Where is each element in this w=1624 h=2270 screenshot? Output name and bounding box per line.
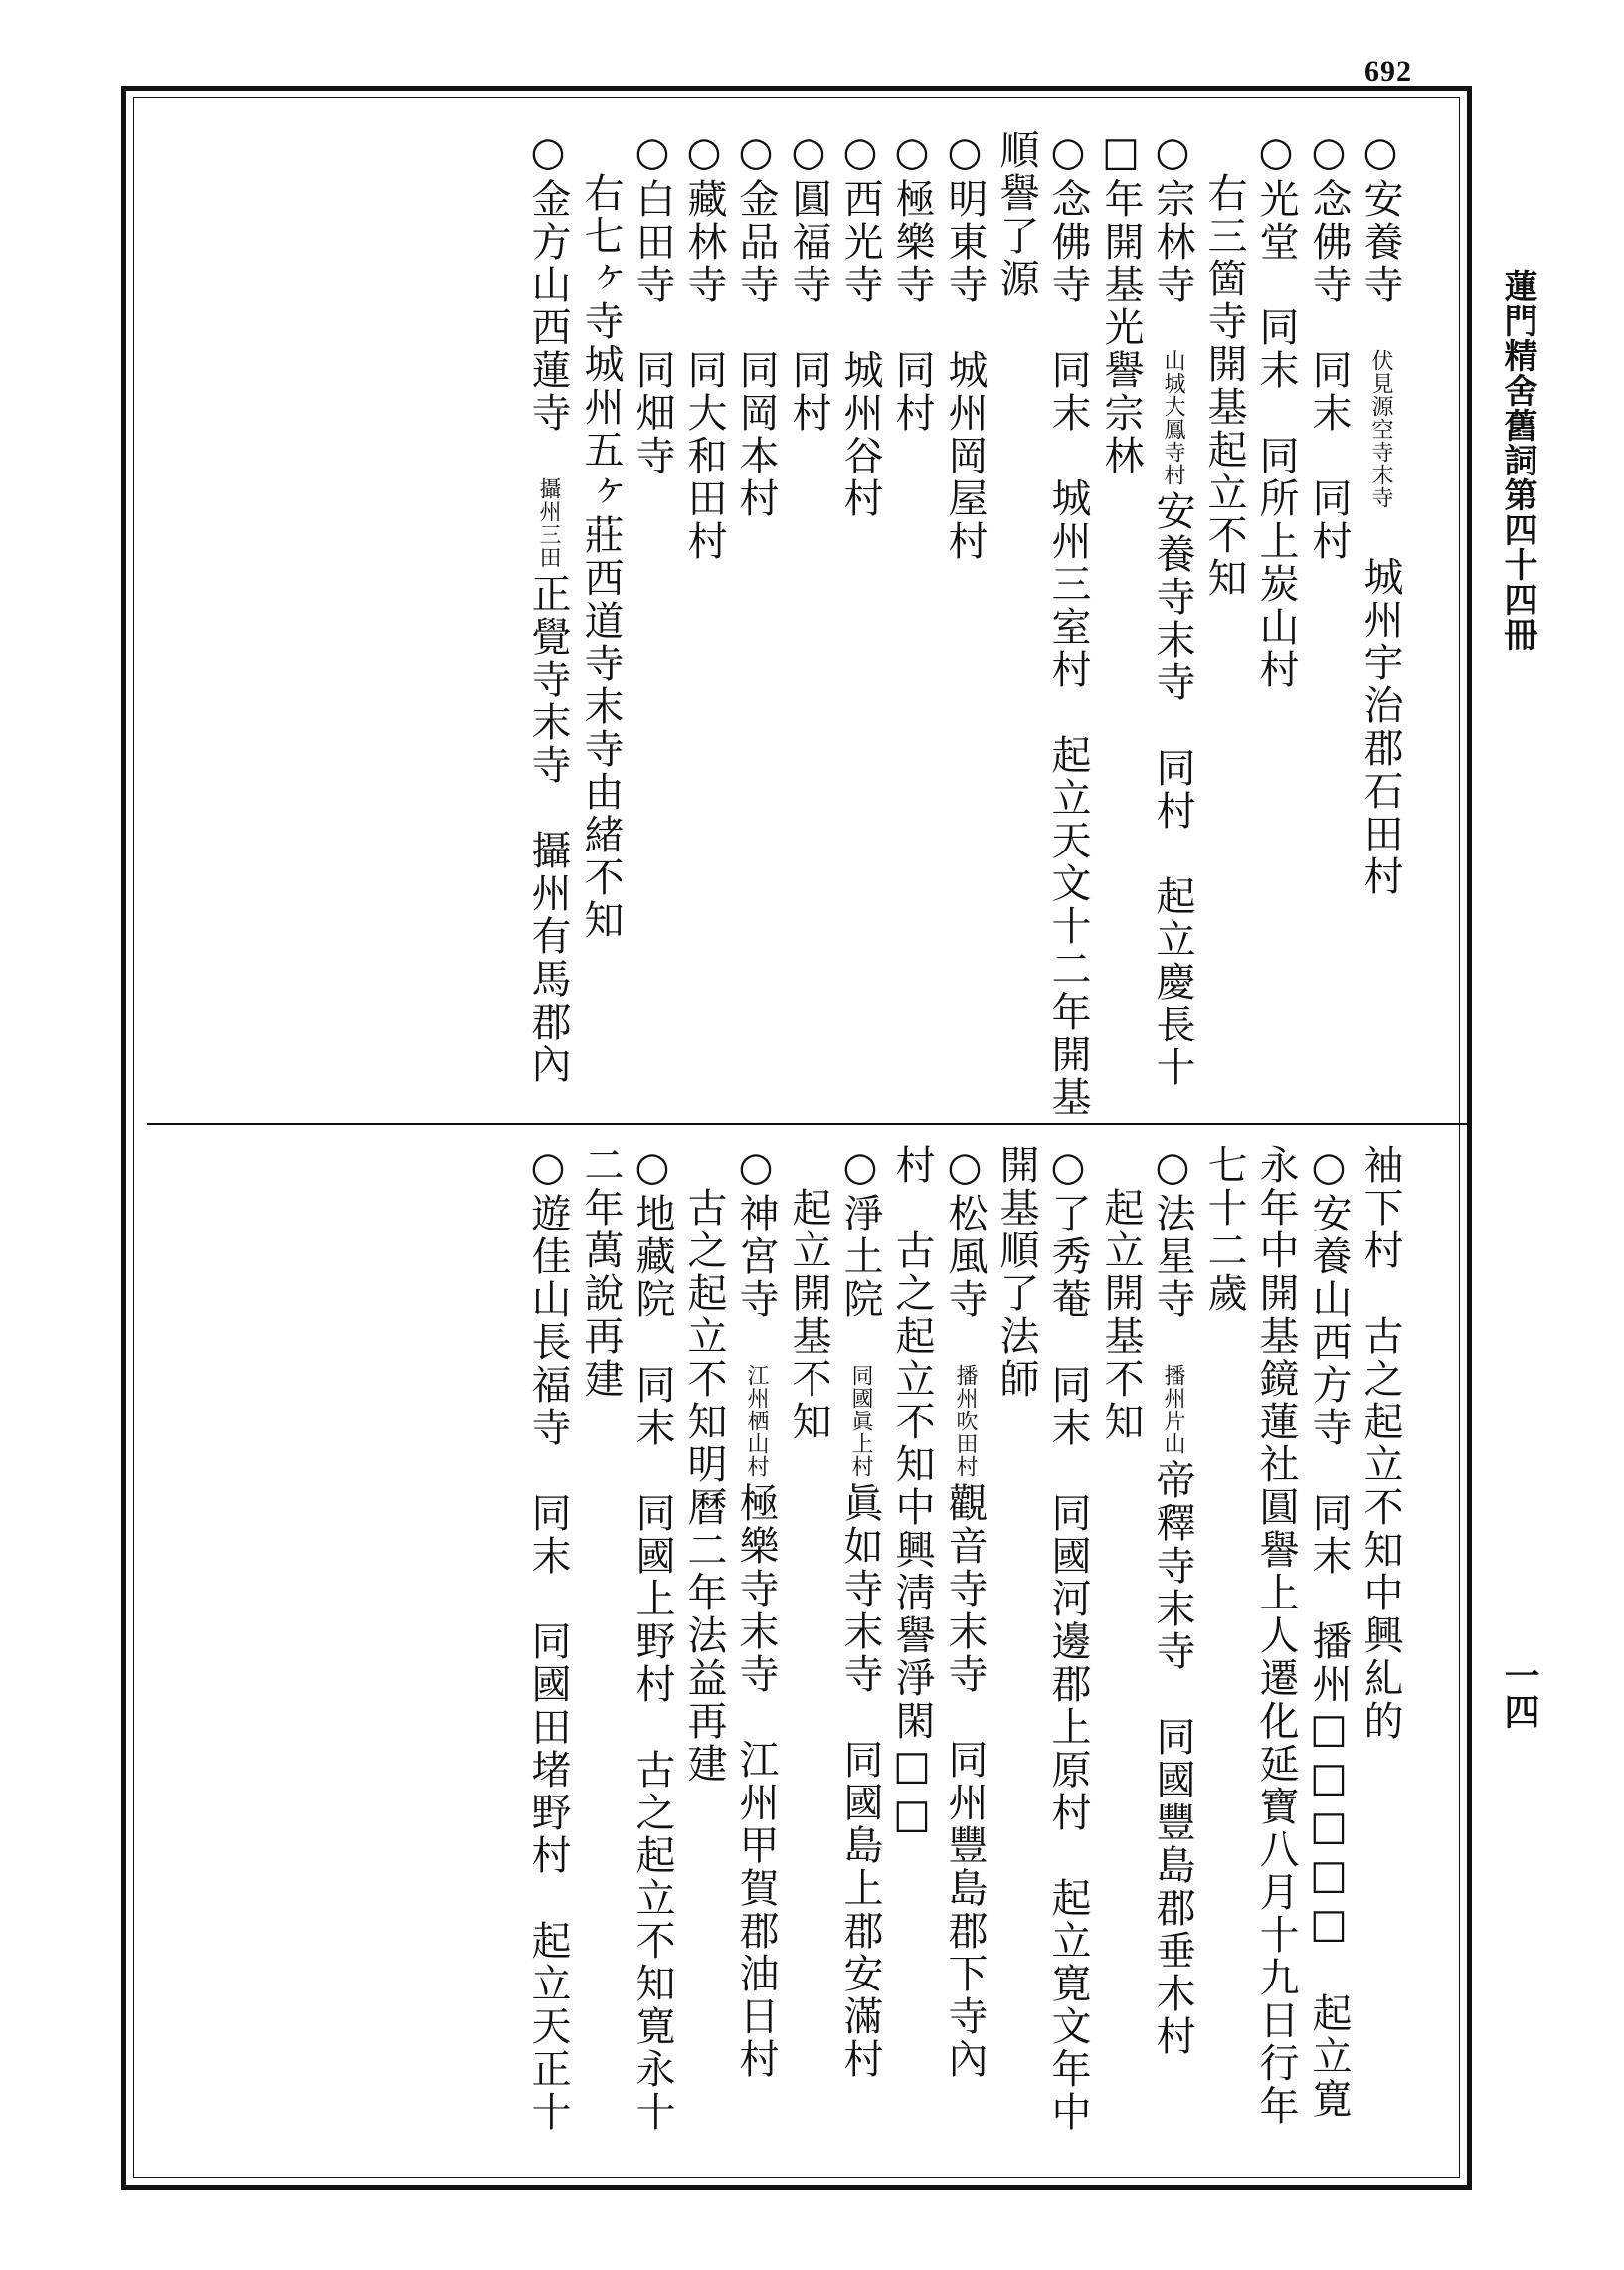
column-text: ○藏林寺 同大和田村 [681, 129, 727, 563]
upper-column [1150, 129, 1195, 1089]
upper-column [786, 129, 831, 435]
upper-column [942, 129, 988, 563]
lower-column [993, 1144, 1039, 1401]
column-text: 七十二歲 [1201, 1144, 1247, 1315]
lower-column [630, 1144, 675, 2134]
upper-column [1357, 129, 1403, 898]
upper-column [1253, 129, 1299, 691]
column-text: ○安養山西方寺 同末 播州□□□□□ 起立寛 [1306, 1144, 1352, 2121]
lower-column [1098, 1144, 1144, 1443]
column-text: 開基順了法師 [993, 1144, 1039, 1401]
folio-number: 一四 [1499, 1657, 1539, 1729]
upper-column [733, 129, 779, 520]
column-text: 起立開基不知 [1098, 1144, 1144, 1443]
column-text: 村 古之起立不知中興淸譽淨閑□□ [889, 1144, 935, 1840]
lower-column [1150, 1144, 1195, 2058]
page-number: 692 [1364, 55, 1412, 88]
column-text: ○松風寺 [942, 1144, 988, 1364]
upper-column [1306, 129, 1352, 563]
interlinear-note: 播州吹田村 [953, 1364, 978, 1478]
lower-column [889, 1144, 935, 1840]
column-text-continued: 眞如寺末寺 同國島上郡安滿村 [837, 1482, 883, 2081]
column-text: ○白田寺 同畑寺 [630, 129, 675, 477]
lower-column [1201, 1144, 1247, 1315]
interlinear-note: 江州栖山村 [744, 1364, 769, 1478]
column-text: ○光堂 同末 同所上炭山村 [1253, 129, 1299, 691]
column-text: □年開基光譽宗林 [1098, 129, 1144, 477]
column-text-continued: 帝釋寺末寺 同國豐島郡垂木村 [1150, 1459, 1195, 2058]
column-text: ○淨土院 [837, 1144, 883, 1364]
column-text: 二年萬說再建 [578, 1144, 624, 1401]
lower-column [837, 1144, 883, 2081]
upper-column [525, 129, 571, 1086]
lower-column [942, 1144, 988, 2081]
lower-column [525, 1144, 571, 2134]
column-text: 順譽了源 [993, 129, 1039, 300]
interlinear-note: 播州片山 [1161, 1364, 1185, 1455]
column-text: ○明東寺 城州岡屋村 [942, 129, 988, 563]
upper-column [993, 129, 1039, 300]
column-text: ○西光寺 城州谷村 [837, 129, 883, 520]
upper-column [889, 129, 935, 435]
lower-column [681, 1144, 727, 1786]
column-text: ○念佛寺 同末 城州三室村 起立天文十二年開基 [1045, 129, 1091, 1119]
column-text: ○神宮寺 [733, 1144, 779, 1364]
column-text: 右三箇寺開基起立不知 [1201, 129, 1247, 600]
column-text-continued: 安養寺末寺 同村 起立慶長十 [1150, 490, 1195, 1089]
column-text: ○金品寺 同岡本村 [733, 129, 779, 520]
column-text: ○極樂寺 同村 [889, 129, 935, 435]
column-text: 永年中開基鏡蓮社圓譽上人遷化延寶八月十九日行年 [1253, 1144, 1299, 2128]
upper-column [1098, 129, 1144, 477]
column-text: ○了秀菴 同末 同國河邊郡上原村 起立寛文年中 [1045, 1144, 1091, 2134]
column-text: ○安養寺 [1357, 129, 1403, 349]
upper-column [681, 129, 727, 563]
column-text: ○法星寺 [1150, 1144, 1195, 1364]
column-text: 古之起立不知明曆二年法益再建 [681, 1144, 727, 1786]
interlinear-note: 伏見源空寺末寺 [1368, 349, 1393, 509]
section-divider [147, 1123, 1472, 1125]
column-text-continued: 正覺寺末寺 攝州有馬郡內 [525, 573, 571, 1086]
lower-column [1306, 1144, 1352, 2121]
lower-column [733, 1144, 779, 2081]
upper-column [630, 129, 675, 477]
column-text: 袖下村 古之起立不知中興糺的 [1357, 1144, 1403, 1743]
upper-column [1045, 129, 1091, 1119]
lower-column [1253, 1144, 1299, 2128]
interlinear-note: 攝州三田 [536, 477, 561, 569]
column-text: ○圓福寺 同村 [786, 129, 831, 435]
column-text: ○遊佳山長福寺 同末 同國田堵野村 起立天正十 [525, 1144, 571, 2134]
column-text: ○念佛寺 同末 同村 [1306, 129, 1352, 563]
column-text-continued: 城州宇治郡石田村 [1357, 513, 1403, 898]
column-text: 起立開基不知 [786, 1144, 831, 1443]
upper-column [1201, 129, 1247, 600]
running-title: 蓮門精舍舊詞第四十四冊 [1498, 269, 1537, 652]
column-text-continued: 極樂寺末寺 江州甲賀郡油日村 [733, 1482, 779, 2081]
column-text-continued: 觀音寺末寺 同州豐島郡下寺內 [942, 1482, 988, 2081]
upper-column [837, 129, 883, 520]
column-text: ○宗林寺 [1150, 129, 1195, 349]
lower-column [578, 1144, 624, 1401]
column-text: ○金方山西蓮寺 [525, 129, 571, 477]
upper-column [578, 129, 624, 942]
lower-column [1357, 1144, 1403, 1743]
lower-column [1045, 1144, 1091, 2134]
interlinear-note: 同國眞上村 [848, 1364, 873, 1478]
column-text: 右七ヶ寺城州五ヶ莊西道寺末寺由緒不知 [578, 129, 624, 942]
column-text: ○地藏院 同末 同國上野村 古之起立不知寛永十 [630, 1144, 675, 2134]
lower-column [786, 1144, 831, 1443]
interlinear-note: 山城大鳳寺村 [1161, 349, 1185, 486]
